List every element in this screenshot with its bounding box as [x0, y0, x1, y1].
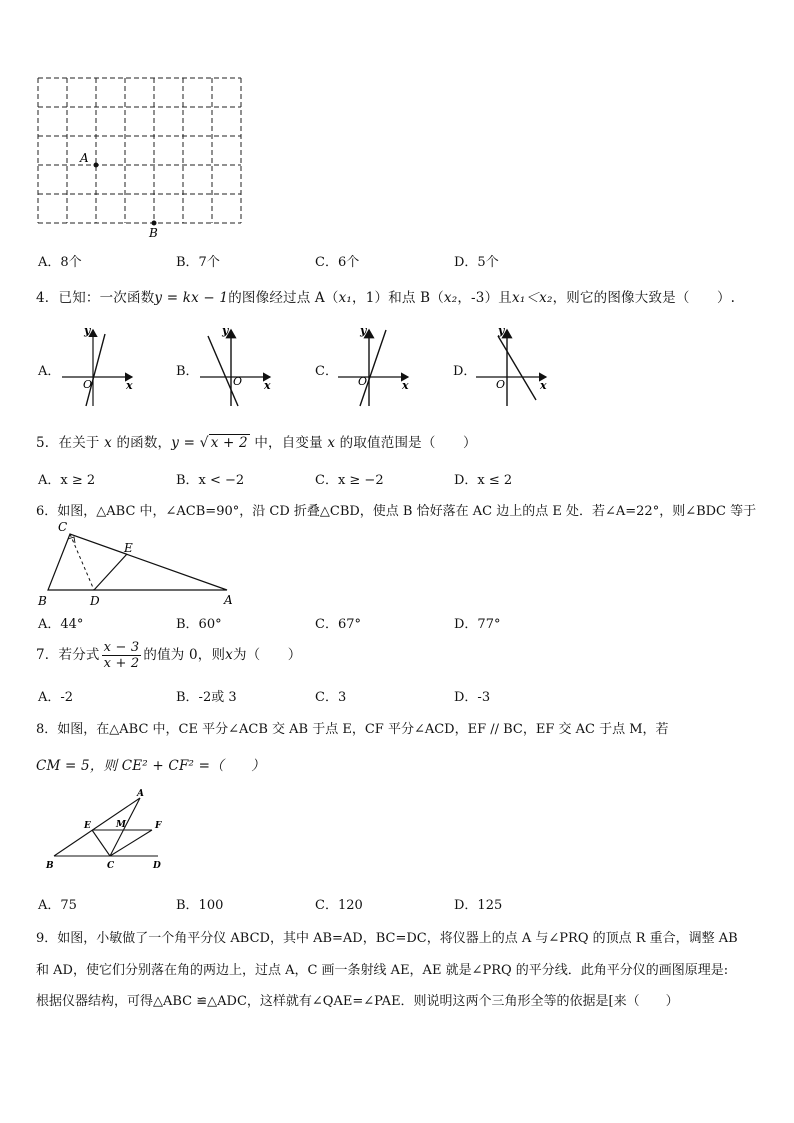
q8-option-a: A．75	[38, 898, 77, 913]
q4-number: 4．	[36, 290, 59, 306]
q5-question: 5．在关于 x 的函数，y = √ x + 2 中，自变量 x 的取值范围是（ ）	[36, 435, 477, 451]
q4-d-axis-x: x	[540, 379, 547, 392]
q9-question-line-2: 和 AD，使它们分别落在角的两边上，过点 A，C 画一条射线 AE，AE 就是∠PRQ 的平分线．此角平分仪的画图原理是:	[36, 963, 729, 978]
q3-option-a: A．8个	[38, 255, 82, 270]
q4-formula: y = kx − 1	[154, 290, 229, 306]
q4-text-5: ，则它的图像大致是（ ）.	[552, 290, 736, 306]
q8-label-m: M	[116, 820, 126, 830]
q6-option-c: C．67°	[315, 617, 361, 632]
q4-a-origin: O	[83, 378, 93, 391]
grid-label-a: A	[80, 151, 89, 165]
q7-number: 7．	[36, 647, 59, 663]
q6-triangle-figure	[30, 517, 250, 609]
q5-text-1: 在关于	[58, 435, 100, 451]
q7-text-2: 的值为 0，则	[143, 647, 226, 663]
q5-option-a: A．x ≥ 2	[38, 473, 96, 488]
q4-graph-a	[58, 322, 140, 410]
point-b-dot	[152, 221, 157, 226]
q4-condition: x₁＜x₂	[512, 290, 553, 306]
q5-text-3: 中，自变量	[254, 435, 323, 451]
q4-d-axis-y: y	[498, 324, 505, 337]
q8-option-b: B．100	[176, 898, 224, 913]
point-a-dot	[94, 163, 99, 168]
q7-text-3: 为（ ）	[232, 647, 302, 663]
q8-label-c: C	[107, 861, 115, 871]
q4-a-axis-x: x	[126, 379, 133, 392]
q7-text-1: 若分式	[58, 647, 100, 663]
q8-label-a: A	[137, 789, 144, 799]
q4-a-axis-y: y	[84, 324, 91, 337]
q5-option-b: B．x < −2	[176, 473, 245, 488]
q8-label-f: F	[155, 821, 162, 831]
q7-option-d: D．-3	[454, 690, 491, 705]
q8-label-e: E	[84, 821, 91, 831]
q6-label-b: B	[38, 594, 47, 608]
q6-option-a: A．44°	[38, 617, 84, 632]
q4-text-4: ，-3）且	[457, 290, 512, 306]
q4-c-axis-x: x	[402, 379, 409, 392]
q4-graph-d	[472, 322, 554, 410]
grid-label-b: B	[149, 226, 158, 240]
q6-option-d: D．77°	[454, 617, 501, 632]
q4-option-b-letter: B．	[176, 364, 199, 379]
q7-question	[36, 640, 301, 671]
q4-text-3: ，1）和点 B（	[352, 290, 444, 306]
q6-option-b: B．60°	[176, 617, 222, 632]
q5-variable-2: x	[327, 435, 336, 451]
q7-option-a: A．-2	[38, 690, 74, 705]
q7-variable: x	[225, 647, 233, 663]
q4-graph-b	[196, 322, 278, 410]
q9-question-line-1: 9．如图，小敏做了一个角平分仪 ABCD，其中 AB=AD，BC=DC，将仪器上的点 A 与∠PRQ 的顶点 R 重合，调整 AB	[36, 931, 738, 946]
q7-denominator: x + 2	[103, 656, 140, 671]
q6-label-c: C	[58, 520, 68, 534]
q5-formula-lhs: y =	[171, 435, 196, 451]
q8-option-d: D．125	[454, 898, 503, 913]
q8-label-d: D	[153, 861, 161, 871]
q7-option-c: C．3	[315, 690, 347, 705]
q7-option-b: B．-2或 3	[176, 690, 237, 705]
q5-number: 5．	[36, 435, 59, 451]
q3-option-d: D．5个	[454, 255, 499, 270]
q4-c-origin: O	[358, 375, 368, 388]
q4-c-axis-y: y	[360, 324, 367, 337]
q4-b-origin: O	[233, 375, 243, 388]
q6-label-a: A	[224, 593, 233, 607]
q5-text-2: 的函数，	[116, 435, 172, 451]
q7-numerator: x − 3	[103, 640, 140, 655]
q5-variable: x	[104, 435, 112, 451]
q8-question-line-2: CM = 5，则 CE² + CF² =（ ）	[36, 758, 265, 774]
q4-d-origin: O	[496, 378, 506, 391]
q5-text-4: 的取值范围是（ ）	[339, 435, 477, 451]
q8-triangle-figure	[40, 786, 180, 872]
q4-b-axis-y: y	[222, 324, 229, 337]
q6-label-d: D	[90, 594, 100, 608]
q4-text-2: 的图像经过点 A（	[228, 290, 339, 306]
q8-option-c: C．120	[315, 898, 363, 913]
q5-option-d: D．x ≤ 2	[454, 473, 513, 488]
q4-x1: x₁	[338, 290, 352, 306]
q5-option-c: C．x ≥ −2	[315, 473, 384, 488]
q7-fraction	[102, 640, 142, 671]
q9-question-line-3: 根据仪器结构，可得△ABC ≌△ADC，这样就有∠QAE=∠PAE．则说明这两个三角形全等的依据是[来（ ）	[36, 994, 679, 1009]
q6-question: 6．如图，△ABC 中，∠ACB=90°，沿 CD 折叠△CBD，使点 B 恰好落在 AC 边上的点 E 处．若∠A=22°，则∠BDC 等于	[36, 504, 757, 519]
q6-label-e: E	[124, 541, 133, 555]
q3-option-b: B．7个	[176, 255, 220, 270]
q3-option-c: C．6个	[315, 255, 360, 270]
q4-question	[36, 286, 735, 306]
q4-text-1: 已知：一次函数	[58, 290, 155, 306]
q8-question-line-1: 8．如图，在△ABC 中，CE 平分∠ACB 交 AB 于点 E，CF 平分∠ACD，EF // BC，EF 交 AC 于点 M，若	[36, 722, 669, 737]
q3-grid-figure	[30, 70, 250, 242]
q4-x2: x₂	[443, 290, 458, 306]
q5-formula-radicand: x + 2	[210, 435, 248, 451]
q4-option-c-letter: C．	[315, 364, 338, 379]
q4-option-a-letter: A．	[38, 364, 61, 379]
q4-option-d-letter: D．	[453, 364, 477, 379]
q4-b-axis-x: x	[264, 379, 271, 392]
q4-graph-c	[334, 322, 416, 410]
q8-label-b: B	[46, 861, 54, 871]
